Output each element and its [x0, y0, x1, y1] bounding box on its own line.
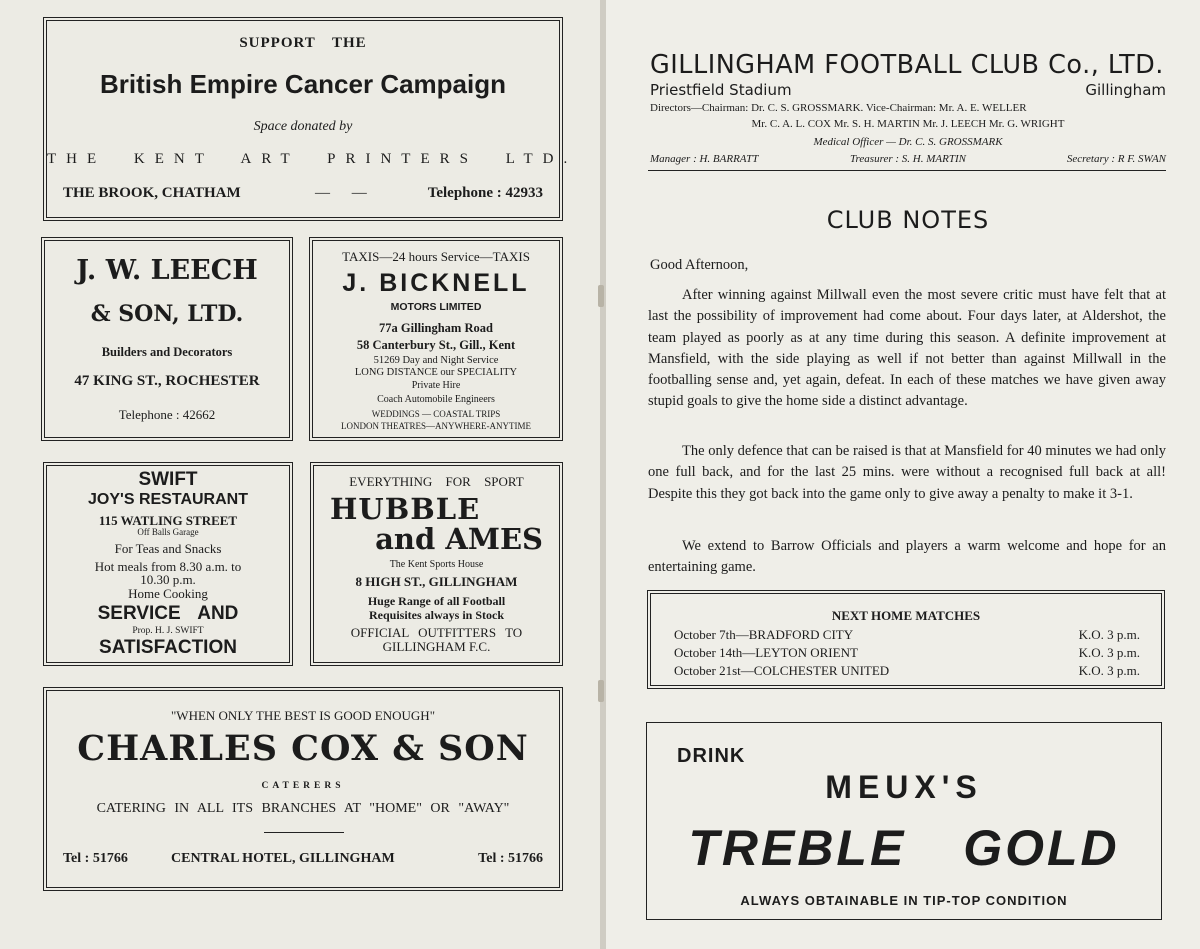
restaurant-service: SERVICE AND — [97, 603, 239, 624]
swift-title: SWIFT — [138, 469, 198, 490]
bicknell-hire: Private Hire — [411, 380, 461, 391]
cox-hotel: CENTRAL HOTEL, GILLINGHAM — [171, 851, 395, 866]
restaurant-garage: Off Balls Garage — [137, 527, 199, 537]
space-donated-text: Space donated by — [253, 119, 353, 134]
printers-name: THE KENT ART PRINTERS LTD. — [47, 151, 578, 167]
bicknell-distance: LONG DISTANCE our SPECIALITY — [354, 367, 518, 378]
match-kickoff: K.O. 3 p.m. — [1078, 663, 1140, 678]
hubble-house: The Kent Sports House — [389, 559, 484, 570]
hubble-range: Huge Range of all Football — [367, 594, 506, 608]
meux-tagline: ALWAYS OBTAINABLE IN TIP-TOP CONDITION — [740, 893, 1068, 908]
manager: Manager : H. BARRATT — [650, 153, 759, 165]
cox-caterers: CATERERS — [261, 781, 345, 791]
restaurant-hours: Hot meals from 8.30 a.m. to — [94, 559, 242, 574]
directors-line1: Directors—Chairman: Dr. C. S. GROSSMARK. Vice-Chairman: Mr. A. E. WELLER — [650, 102, 1027, 114]
match-fixture: October 7th—BRADFORD CITY — [674, 627, 854, 642]
support-text: SUPPORT THE — [239, 35, 367, 51]
printers-address: THE BROOK, CHATHAM — [63, 185, 241, 201]
match-kickoff: K.O. 3 p.m. — [1078, 627, 1140, 642]
leech-trade: Builders and Decorators — [101, 345, 233, 359]
restaurant-hours-end: 10.30 p.m. — [140, 572, 196, 587]
hubble-club: GILLINGHAM F.C. — [382, 639, 491, 654]
club-notes-heading: CLUB NOTES — [826, 206, 990, 234]
notes-paragraph-1-text: After winning against Millwall even the most severe critic must have felt that at last the possibility of improvement had come about. Four days later, at Aldershot, the team played as poorly as at any time during this season. A definite improvement at Mansfield, with the side playing as well if not better than against Millwall in the footballing sense and, yet again, defeat. In each of these matches we have given away stupid goals to give the home side a distinct advantage. — [648, 287, 1166, 410]
notes-paragraph-2 — [648, 441, 1166, 505]
meux-treble-gold-ad — [646, 722, 1162, 920]
notes-paragraph-3-text: We extend to Barrow Officials and players a warm welcome and hope for an entertaining game. — [648, 538, 1166, 576]
cox-tel-right: Tel : 51766 — [478, 851, 543, 866]
restaurant-prop: Prop. H. J. SWIFT — [132, 626, 204, 636]
staple — [598, 285, 604, 307]
bicknell-taxis: TAXIS—24 hours Service—TAXIS — [342, 249, 530, 264]
address-dashes: — — — [315, 185, 367, 201]
treasurer: Treasurer : S. H. MARTIN — [850, 153, 966, 165]
cox-divider — [264, 832, 344, 833]
hubble-name: HUBBLE — [330, 492, 481, 526]
restaurant-name: JOY'S RESTAURANT — [88, 491, 248, 508]
hubble-everything: EVERYTHING FOR SPORT — [349, 474, 524, 489]
leech-name-line2: & SON, LTD. — [90, 301, 244, 327]
leech-address: 47 KING ST., ROCHESTER — [74, 373, 260, 389]
restaurant-satisfaction: SATISFACTION — [99, 637, 237, 658]
medical-officer: Medical Officer — Dr. C. S. GROSSMARK — [813, 136, 1003, 148]
drink-label: DRINK — [677, 745, 746, 767]
cox-name: CHARLES COX & SON — [77, 728, 529, 769]
hubble-ames-ad — [313, 465, 560, 663]
club-title: GILLINGHAM FOOTBALL CLUB Co., LTD. — [650, 50, 1164, 80]
match-kickoff: K.O. 3 p.m. — [1078, 645, 1140, 660]
hubble-official: OFFICIAL OUTFITTERS TO — [350, 625, 523, 640]
charles-cox-ad — [46, 690, 560, 888]
match-fixture: October 21st—COLCHESTER UNITED — [674, 663, 890, 678]
bicknell-engineers: Coach Automobile Engineers — [377, 394, 495, 405]
secretary: Secretary : R F. SWAN — [1066, 153, 1166, 165]
matches-heading: NEXT HOME MATCHES — [831, 608, 981, 623]
cox-slogan: "WHEN ONLY THE BEST IS GOOD ENOUGH" — [171, 708, 435, 723]
page-spine — [600, 0, 606, 949]
cancer-campaign-ad — [46, 20, 578, 218]
greeting: Good Afternoon, — [650, 257, 749, 273]
staple — [598, 680, 604, 702]
ames-name: and AMES — [375, 522, 543, 556]
stadium-name: Priestfield Stadium — [650, 81, 792, 99]
campaign-title: British Empire Cancer Campaign — [100, 69, 506, 99]
bicknell-weddings: WEDDINGS — COASTAL TRIPS — [371, 409, 501, 419]
restaurant-cooking: Home Cooking — [128, 586, 208, 601]
stadium-town: Gillingham — [1085, 81, 1166, 99]
restaurant-street: 115 WATLING STREET — [98, 513, 238, 528]
bicknell-theatres: LONDON THEATRES—ANYWHERE-ANYTIME — [340, 421, 532, 431]
bicknell-ad — [312, 240, 560, 438]
directors-line2: Mr. C. A. L. COX Mr. S. H. MARTIN Mr. J. LEECH Mr. G. WRIGHT — [751, 118, 1065, 130]
notes-paragraph-1 — [648, 285, 1166, 413]
bicknell-motors: MOTORS LIMITED — [390, 301, 482, 313]
leech-name: J. W. LEECH — [76, 255, 258, 286]
leech-telephone: Telephone : 42662 — [118, 407, 216, 422]
product-name: TREBLE GOLD — [688, 820, 1120, 876]
bicknell-address2: 58 Canterbury St., Gill., Kent — [356, 338, 516, 352]
notes-paragraph-2-text: The only defence that can be raised is that at Mansfield for 40 minutes we had only one full back, and for the last 25 mins. were without a recognised full back at all! Despite this they got back into the game only to give away a penalty to make it 3-1. — [648, 443, 1166, 502]
cox-tel-left: Tel : 51766 — [63, 851, 128, 866]
printers-telephone: Telephone : 42933 — [427, 185, 543, 201]
bicknell-name: J. BICKNELL — [342, 269, 530, 297]
notes-paragraph-3 — [648, 536, 1166, 579]
leech-ad — [44, 240, 290, 438]
match-fixture: October 14th—LEYTON ORIENT — [674, 645, 858, 660]
brand-name: MEUX'S — [825, 769, 983, 805]
bicknell-address1: 77a Gillingham Road — [379, 321, 493, 335]
hubble-requisites: Requisites always in Stock — [368, 608, 505, 622]
header-rule — [648, 170, 1166, 171]
hubble-address: 8 HIGH ST., GILLINGHAM — [355, 574, 518, 589]
restaurant-teas: For Teas and Snacks — [114, 541, 222, 556]
bicknell-service: 51269 Day and Night Service — [373, 355, 499, 366]
cox-catering: CATERING IN ALL ITS BRANCHES AT "HOME" OR "AWAY" — [96, 801, 510, 816]
swift-restaurant-ad — [46, 465, 290, 663]
